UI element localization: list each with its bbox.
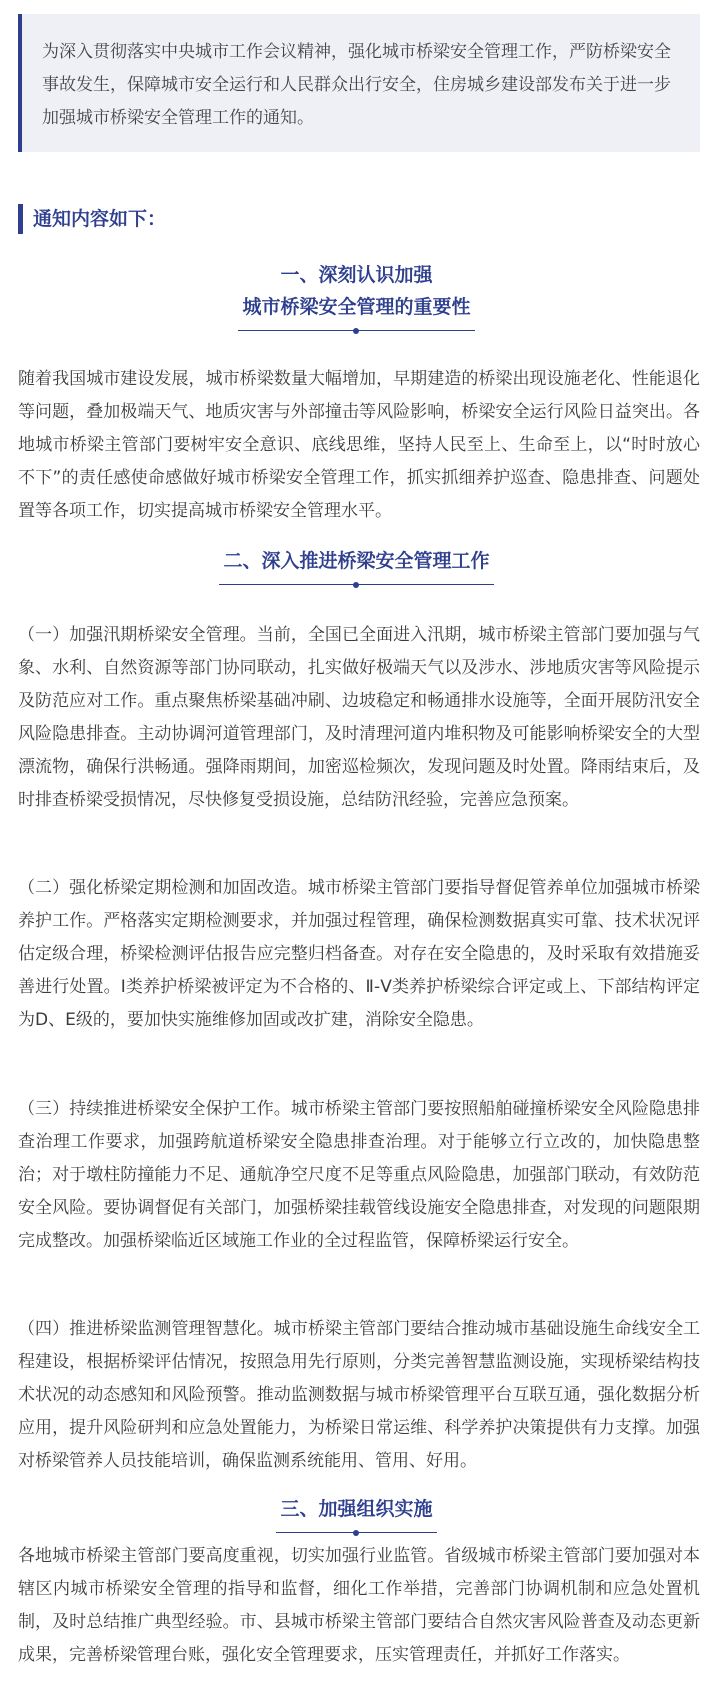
section-1-title-line1: 一、深刻认识加强 (280, 264, 433, 286)
section-3-title-block (276, 1493, 436, 1529)
section-2-paragraph-1: （一）加强汛期桥梁安全管理。当前，全国已全面进入汛期，城市桥梁主管部门要加强与气象、水利、自然资源等部门协同联动，扎实做好极端天气以及涉水、涉地质灾害等风险提示及防范应对工作。重点聚焦桥梁基础冲刷、边坡稳定和畅通排水设施等，全面开展防汛安全风险隐患排查。主动协调河道管理部门，及时清理河道内堆积物及可能影响桥梁安全的大型漂流物，确保行洪畅通。强降雨期间，加密巡检频次，发现问题及时处置。降雨结束后，及时排查桥梁受损情况，尽快修复受损设施，总结防汛经验，完善应急预案。 (18, 625, 700, 810)
section-1-dot (353, 328, 359, 334)
section-2-title (0, 545, 713, 581)
section-1-paragraph-1: 随着我国城市建设发展，城市桥梁数量大幅增加，早期建造的桥梁出现设施老化、性能退化等问题，叠加极端天气、地质灾害与外部撞击等风险影响，桥梁安全运行风险日益突出。各地城市桥梁主管部门要树牢安全意识、底线思维，坚持人民至上、生命至上，以“时时放心不下”的责任感使命感做好城市桥梁安全管理工作，抓实抓细养护巡查、隐患排查、问题处置等各项工作，切实提高城市桥梁安全管理水平。 (18, 369, 700, 521)
notice-heading: 通知内容如下： (18, 204, 166, 234)
section-2-paragraph-3: （三）持续推进桥梁安全保护工作。城市桥梁主管部门要按照船舶碰撞桥梁安全风险隐患排查治理工作要求，加强跨航道桥梁安全隐患排查治理。对于能够立行立改的，加快隐患整治；对于墩柱防撞能力不足、通航净空尺度不足等重点风险隐患，加强部门联动，有效防范安全风险。要协调督促有关部门，加强桥梁挂载管线设施安全隐患排查，对发现的问题限期完成整改。加强桥梁临近区域施工作业的全过程监管，保障桥梁运行安全。 (18, 1099, 700, 1251)
section-3-dot (353, 1530, 359, 1536)
section-2-paragraph-4: （四）推进桥梁监测管理智慧化。城市桥梁主管部门要结合推动城市基础设施生命线安全工程建设，根据桥梁评估情况，按照急用先行原则，分类完善智慧监测设施，实现桥梁结构技术状况的动态感知和风险预警。推动监测数据与城市桥梁管理平台互联互通，强化数据分析应用，提升风险研判和应急处置能力，为桥梁日常运维、科学养护决策提供有力支撑。加强对桥梁管养人员技能培训，确保监测系统能用、管用、好用。 (18, 1319, 700, 1471)
section-2-paragraph-2: （二）强化桥梁定期检测和加固改造。城市桥梁主管部门要指导督促管养单位加强城市桥梁养护工作。严格落实定期检测要求，并加强过程管理，确保检测数据真实可靠、技术状况评估定级合理，桥梁检测评估报告应完整归档备查。对存在安全隐患的，及时采取有效措施妥善进行处置。Ⅰ类养护桥梁被评定为不合格的、Ⅱ-Ⅴ类养护桥梁综合评定或上、下部结构评定为D、E级的，要加快实施维修加固或改扩建，消除安全隐患。 (18, 878, 700, 1030)
section-1-title-line2: 城市桥梁安全管理的重要性 (242, 296, 471, 318)
section-3-title-line1: 三、加强组织实施 (280, 1498, 433, 1520)
section-3-paragraph-1: 各地城市桥梁主管部门要高度重视，切实加强行业监管。省级城市桥梁主管部门要加强对本辖区内城市桥梁安全管理的指导和监督，细化工作举措，完善部门协调机制和应急处置机制，及时总结推广典型经验。市、县城市桥梁主管部门要结合自然灾害风险普查及动态更新成果，完善桥梁管理台账，强化安全管理要求，压实管理责任，并抓好工作落实。 (18, 1546, 700, 1665)
intro-box (18, 14, 700, 152)
section-2-title-block (219, 545, 493, 581)
section-1-title (0, 259, 713, 327)
intro-text: 为深入贯彻落实中央城市工作会议精神，强化城市桥梁安全管理工作，严防桥梁安全事故发生，保障城市安全运行和人民群众出行安全，住房城乡建设部发布关于进一步加强城市桥梁安全管理工作的通知。 (42, 42, 671, 128)
section-1-title-block (238, 259, 474, 327)
section-3-title (0, 1493, 713, 1529)
section-2-title-line1: 二、深入推进桥梁安全管理工作 (223, 550, 490, 572)
section-2-dot (353, 582, 359, 588)
